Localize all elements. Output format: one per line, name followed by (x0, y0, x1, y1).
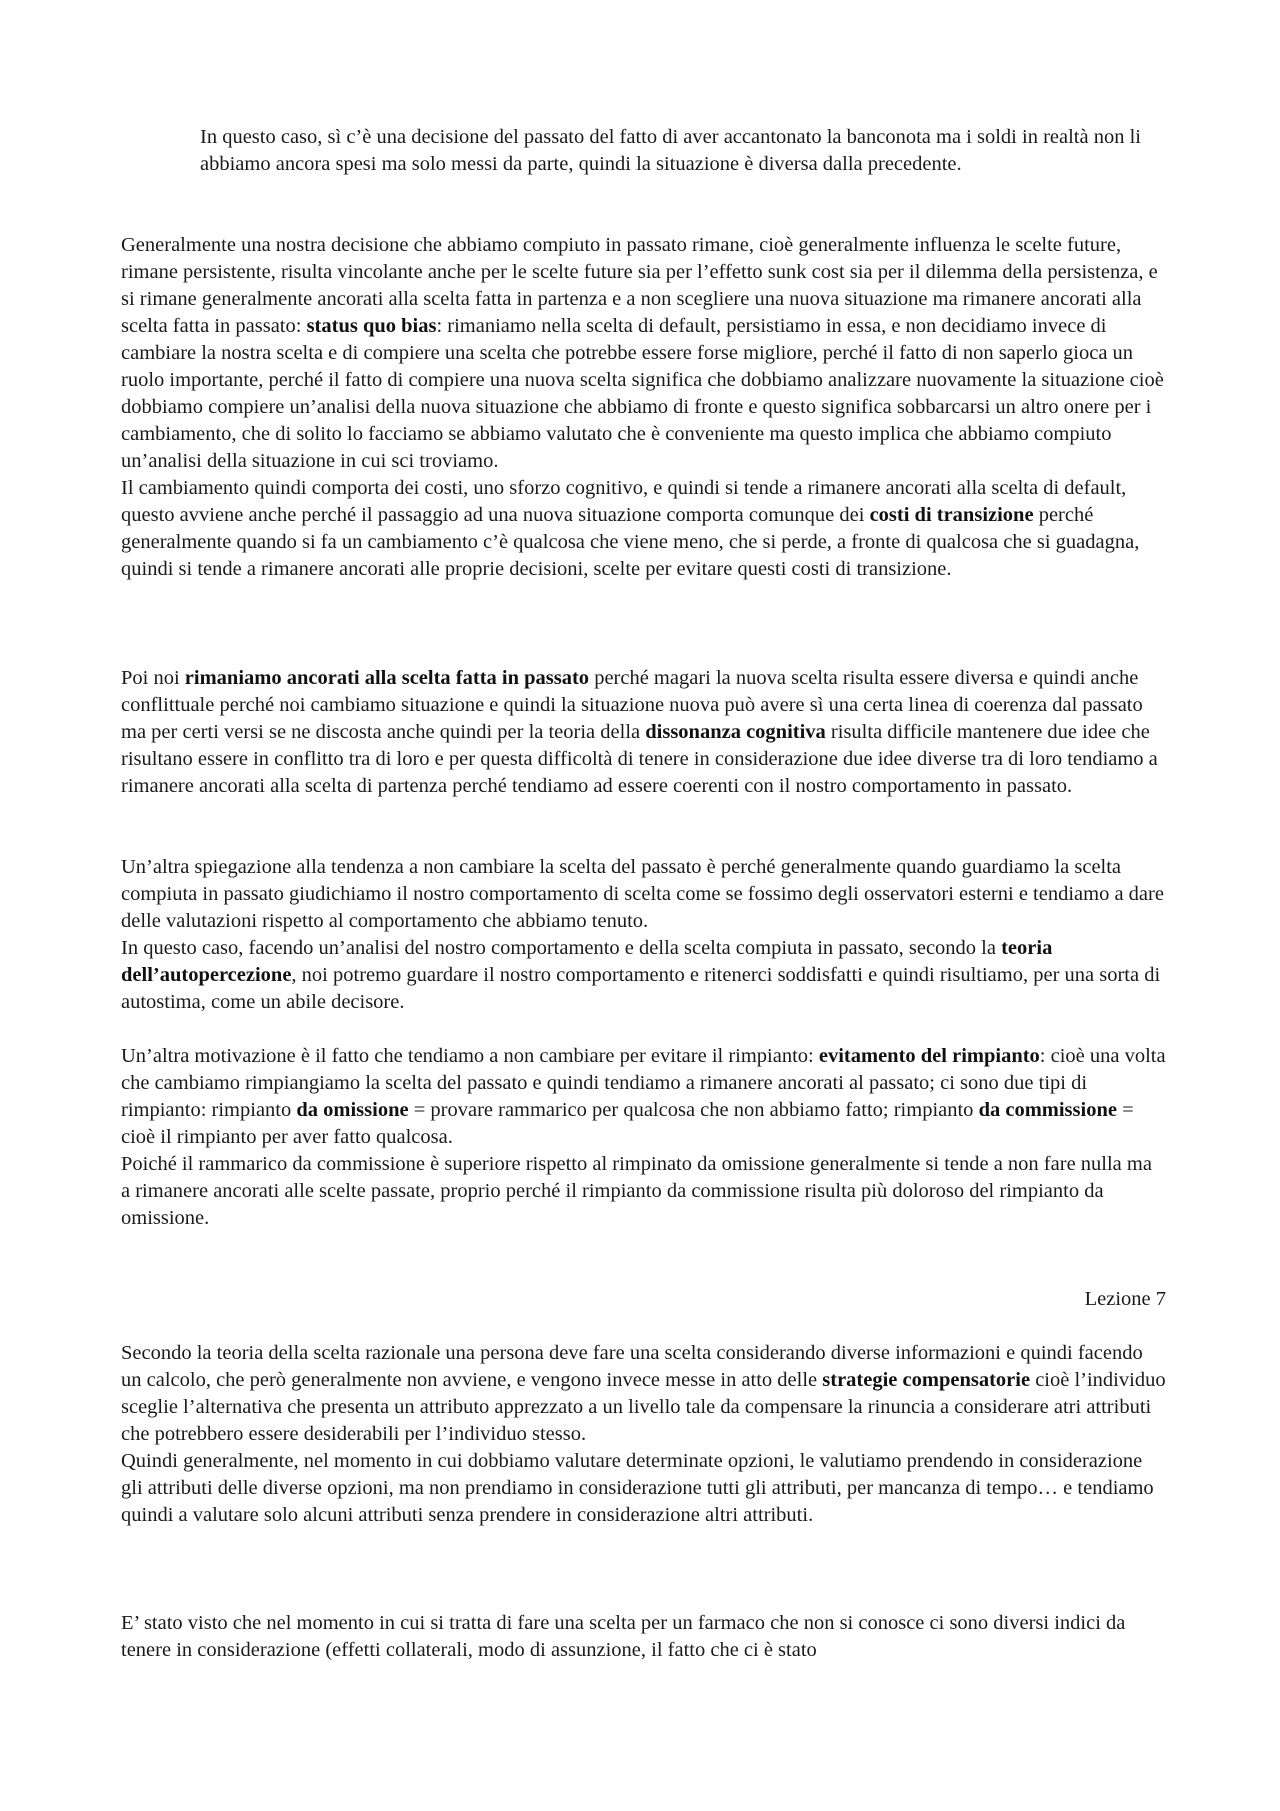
text-run: Il cambiamento quindi comporta dei costi, uno sforzo cognitivo, e quindi si tende a rimanere ancorati alla scelta di default, questo avviene anche perché il passaggio ad una nuova situazione comporta comunque dei (121, 477, 1127, 526)
text-run: = cioè il rimpianto per aver fatto qualcosa. (121, 1099, 1134, 1148)
bold-term-commissione: da commissione (978, 1099, 1117, 1121)
text-run: In questo caso, facendo un’analisi del nostro comportamento e della scelta compiuta in passato, secondo la (121, 937, 1002, 959)
text-run: perché magari la nuova scelta risulta essere diversa e quindi anche conflittuale perché noi cambiamo situazione e quindi la situazione nuova può avere sì una certa linea di coerenza dal passato ma per certi versi se ne discosta anche quindi per la teoria della (121, 667, 1143, 743)
text-run: : rimaniamo nella scelta di default, persistiamo in essa, e non decidiamo invece di cambiare la nostra scelta e di compiere una scelta che potrebbe essere forse migliore, perché il fatto di non saperlo gioca un ruolo importante, perché il fatto di compiere una nuova scelta significa che dobbiamo analizzare nuovamente la situazione cioè dobbiamo compiere un’analisi della nuova situazione che abbiamo di fronte e questo significa sobbarcarsi un altro onere per i cambiamento, che di solito lo facciamo se abbiamo valutato che è conveniente ma questo implica che abbiamo compiuto un’analisi della situazione in cui sci troviamo. (121, 315, 1164, 472)
paragraph-autopercezione: Un’altra spiegazione alla tendenza a non cambiare la scelta del passato è perché generalmente quando guardiamo la scelta compiuta in passato giudichiamo il nostro comportamento di scelta come se fossimo degli osservatori esterni e tendiamo a dare delle valutazioni rispetto al comportamento che abbiamo tenuto. In questo caso, facendo un’analisi del nostro comportamento e della scelta compiuta in passato, secondo la teoria dell’autopercezione, noi potremo guardare il nostro comportamento e ritenerci soddisfatti e quindi risultiamo, per una sorta di autostima, come un abile decisore. (121, 856, 1164, 1013)
text-run: , noi potremo guardare il nostro comportamento e ritenerci soddisfatti e quindi risultiamo, per una sorta di autostima, come un abile decisore. (121, 964, 1161, 1013)
text-run: cioè l’individuo sceglie l’alternativa che presenta un attributo apprezzato a un livello tale da compensare la rinuncia a considerare atri attributi che potrebbero essere desiderabili per l’individuo stesso. (121, 1369, 1166, 1445)
text-run: Generalmente una nostra decisione che abbiamo compiuto in passato rimane, cioè generalmente influenza le scelte future, rimane persistente, risulta vincolante anche per le scelte future sia per l’effetto sunk cost sia per il dilemma della persistenza, e si rimane generalmente ancorati alla scelta fatta in partenza e a non scegliere una nuova situazione ma rimanere ancorati alla scelta fatta in passato: (121, 234, 1158, 337)
text-run: Poi noi (121, 667, 185, 689)
bold-term-costi-transizione: costi di transizione (869, 504, 1034, 526)
paragraph-farmaco: E’ stato visto che nel momento in cui si tratta di fare una scelta per un farmaco che non si conosce ci sono diversi indici da tenere in considerazione (effetti collaterali, modo di assunzione, il fatto che ci è stato (121, 1612, 1126, 1661)
paragraph-strategie: Secondo la teoria della scelta razionale una persona deve fare una scelta considerando diverse informazioni e quindi facendo un calcolo, che però generalmente non avviene, e vengono invece messe in atto delle strategie compensatorie cioè l’individuo sceglie l’alternativa che presenta un attributo apprezzato a un livello tale da compensare la rinuncia a considerare atri attributi che potrebbero essere desiderabili per l’individuo stesso. Quindi generalmente, nel momento in cui dobbiamo valutare determinate opzioni, le valutiamo prendendo in considerazione gli attributi delle diverse opzioni, ma non prendiamo in considerazione tutti gli attributi, per mancanza di tempo… e tendiamo quindi a valutare solo alcuni attributi senza prendere in considerazione altri attributi. (121, 1342, 1166, 1526)
bold-term-autopercezione: teoria dell’autopercezione (121, 937, 1053, 986)
text-run: Un’altra motivazione è il fatto che tendiamo a non cambiare per evitare il rimpianto: (121, 1045, 819, 1067)
paragraph-banconota: In questo caso, sì c’è una decisione del passato del fatto di aver accantonato la banconota ma i soldi in realtà non li abbiamo ancora spesi ma solo messi da parte, quindi la situazione è diversa dalla precedente. (200, 126, 1141, 175)
bold-term-status-quo-bias: status quo bias (306, 315, 437, 337)
bold-term-ancorati: rimaniamo ancorati alla scelta fatta in passato (184, 667, 590, 689)
lesson-heading: Lezione 7 (1084, 1288, 1166, 1310)
text-run: Secondo la teoria della scelta razionale una persona deve fare una scelta considerando diverse informazioni e quindi facendo un calcolo, che però generalmente non avviene, e vengono invece messe in atto delle (121, 1342, 1143, 1391)
paragraph-dissonanza (121, 665, 1166, 800)
paragraph-rimpianto: Un’altra motivazione è il fatto che tendiamo a non cambiare per evitare il rimpianto: evitamento del rimpianto: cioè una volta che cambiamo rimpiangiamo la scelta del passato e quindi tendiamo a rimanere ancorati al passato; ci sono due tipi di rimpianto: rimpianto da omissione = provare rammarico per qualcosa che non abbiamo fatto; rimpianto da commissione = cioè il rimpianto per aver fatto qualcosa. Poiché il rammarico da commissione è superiore rispetto al rimpinato da omissione generalmente si tende a non fare nulla ma a rimanere ancorati alle scelte passate, proprio perché il rimpianto da commissione risulta più doloroso del rimpianto da omissione. (121, 1045, 1166, 1229)
paragraph-status-quo (121, 232, 1166, 583)
bold-term-omissione: da omissione (296, 1099, 409, 1121)
bold-term-evitamento-rimpianto: evitamento del rimpianto (818, 1045, 1040, 1067)
text-run: = provare rammarico per qualcosa che non abbiamo fatto; rimpianto (408, 1099, 979, 1121)
bold-term-dissonanza-cognitiva: dissonanza cognitiva (645, 721, 826, 743)
bold-term-strategie-compensatorie: strategie compensatorie (822, 1369, 1031, 1391)
text-run: perché generalmente quando si fa un cambiamento c’è qualcosa che viene meno, che si perde, a fronte di qualcosa che si guadagna, quindi si tende a rimanere ancorati alle proprie decisioni, scelte per evitare questi costi di transizione. (121, 504, 1140, 580)
text-run: risulta difficile mantenere due idee che risultano essere in conflitto tra di loro e per questa difficoltà di tenere in considerazione due idee diverse tra di loro tendiamo a rimanere ancorati alla scelta di partenza perché tendiamo ad essere coerenti con il nostro comportamento in passato. (121, 721, 1158, 797)
text-run: : cioè una volta che cambiamo rimpiangiamo la scelta del passato e quindi tendiamo a rimanere ancorati al passato; ci sono due tipi di rimpianto: rimpianto (121, 1045, 1166, 1121)
